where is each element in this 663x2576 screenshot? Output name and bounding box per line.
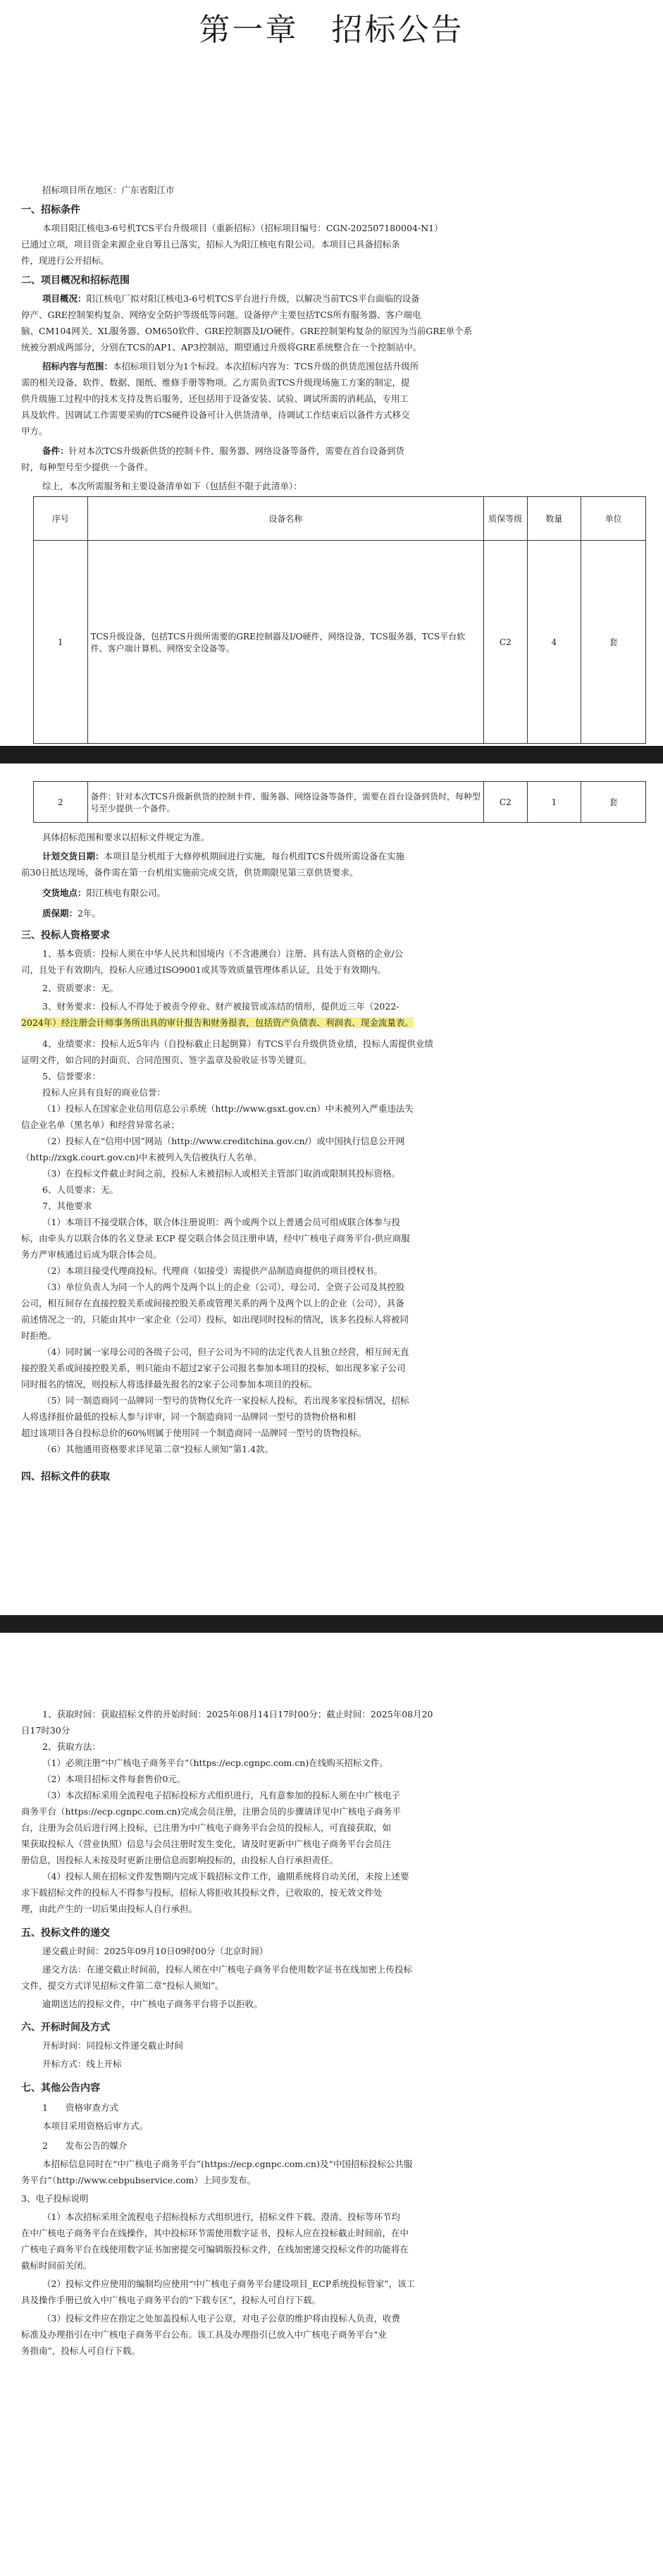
- s4-line-4: （1）必须注册“中广核电子商务平台”（https://ecp.cgnpc.com.cn)在线购买招标文件。: [42, 1758, 388, 1768]
- row2-qty: 1: [527, 782, 581, 823]
- s7-line-9: 广核电子商务平台在线使用数字证书加密提交可编辑版投标文件，在线加密递交投标文件的功能将在: [21, 2244, 409, 2255]
- s4-line-2: 日17时30分: [21, 1725, 70, 1736]
- s2-p2-label: 招标内容与范围：: [42, 361, 113, 372]
- row2-unit: 套: [581, 782, 646, 823]
- s7-line-12: 具及操作手册已放入中广核电子商务平台的“下载专区”，投标人可自行下载。: [21, 2295, 321, 2305]
- s5-line-2: 递交方法：在递交截止时间前，投标人须在中广核电子商务平台使用数字证书在线加密上传投标: [42, 1964, 413, 1975]
- s7-line-10: 截标时间前关闭。: [21, 2260, 92, 2271]
- section-5-heading: 五、投标文件的递交: [21, 1927, 110, 1939]
- th-name: 设备名称: [87, 497, 483, 541]
- s1-line-1: 本项目阳江核电3-6号机TCS平台升级项目（重新招标）（招标项目编号：CGN-202507180004-N1）: [42, 223, 443, 233]
- s5-line-4: 逾期送达的投标文件，中广核电子商务平台将予以拒收。: [42, 1999, 263, 2009]
- s7-line-5: 务平台”（http://www.cebpubservice.com）上同步发布。: [21, 2175, 256, 2185]
- s4-line-6: （3）本次招标采用全流程电子招标投标方式组织进行，凡有意参加的投标人须在中广核电子: [42, 1790, 400, 1801]
- s3-line-9: 投标人应具有良好的商业信誉：: [42, 1087, 166, 1098]
- s1-line-2: 已通过立项，项目资金来源企业自筹且已落实，招标人为阳江核电有限公司。本项目已具备招标条: [21, 239, 400, 250]
- table-header-row: [34, 497, 646, 541]
- section-4-heading: 四、招标文件的获取: [21, 1471, 110, 1483]
- scope-note: 具体招标范围和要求以招标文件规定为准。: [42, 832, 210, 842]
- page-3: [0, 1633, 663, 2576]
- s2-p3-text: 针对本次TCS升级新供货的控制卡件、服务器、网络设备等备件，需要在首台设备到货: [68, 446, 404, 456]
- page-separator: [0, 1615, 663, 1633]
- s6-line-1: 开标时间：同投标文件递交截止时间: [42, 2040, 184, 2051]
- s4-line-12: 求下载招标文件的投标人不得参与投标，招标人将拒收其投标文件，已收取的，按无效文件处: [21, 1887, 383, 1898]
- s2-p3-line-2: 时，每种型号至少提供一个备件。: [21, 462, 154, 472]
- s1-line-3: 件，现进行公开招标。: [21, 255, 110, 266]
- chapter-title: 第一章 招标公告: [199, 12, 464, 48]
- section-2-heading: 二、项目概况和招标范围: [21, 275, 130, 286]
- s3-line-15: 6、人员要求：无。: [42, 1184, 118, 1195]
- loc-text: 阳江核电有限公司。: [86, 888, 166, 898]
- s3-line-2: 司，且处于有效期内，投标人应通过ISO9001或其等效质量管理体系认证，且处于有效期内。: [21, 964, 387, 975]
- s4-line-7: 商务平台（https://ecp.cgnpc.com.cn)完成会员注册，注册会员的步骤请详见中广核电子商务平: [21, 1806, 401, 1817]
- s3-line-29: 人将选择报价最低的投标人参与评审，同一个制造商同一品牌同一型号的货物价格和相: [21, 1411, 357, 1422]
- s3-line-8: 5、信誉要求：: [42, 1071, 101, 1081]
- s7-line-8: 在中广核电子商务平台在线操作，其中投标环节需使用数字证书，投标人应在投标截止时间前，在中: [21, 2228, 409, 2238]
- s4-line-13: 理，由此产生的一切后果由投标人自行承担。: [21, 1903, 198, 1914]
- s3-line-28: （5）同一制造商同一品牌同一型号的货物仅允许一家投标人投标，若出现多家投标情况，招标: [42, 1395, 409, 1406]
- s3-line-10: （1）投标人在国家企业信用信息公示系统（http://www.gsxt.gov.cn）中未被列入严重违法失: [42, 1103, 414, 1114]
- s3-line-26: 接控股关系或间接控股关系，则只能由不超过2家子公司报名参加本项目的投标，如出现多家子公司: [21, 1363, 406, 1373]
- s7-line-6: 3、电子投标说明: [21, 2193, 89, 2204]
- section-6-heading: 六、开标时间及方式: [21, 2022, 110, 2033]
- s2-p2-text: 本招标项目划分为1个标段。本次招标内容为：TCS升级的供货范围包括升级所: [113, 361, 419, 372]
- s2-p1-line-4: 统被分割成两部分，分别在TCS的AP1、AP3控制站，期望通过升级将GRE系统整合在一个控制站中。: [21, 342, 422, 352]
- s3-line-16: 7、其他要求: [42, 1201, 92, 1211]
- s5-line-1: 递交截止时间：2025年09月10日09时00分（北京时间）: [42, 1946, 268, 1956]
- table-row: [34, 782, 646, 823]
- s3-line-30: 超过该项目各自投标总价的60%则属于使用同一个制造商同一品牌同一型号的货物投标。: [21, 1428, 367, 1438]
- s2-p3-line-1: [42, 443, 404, 459]
- s3-line-13: （http://zxgk.court.gov.cn)中未被列入失信被执行人名单。: [21, 1152, 262, 1163]
- s3-line-17: （1）本项目不接受联合体，联合体注册说明：两个或两个以上普通会员可组成联合体参与投: [42, 1217, 400, 1227]
- s7-line-2: 本项目采用资格后审方式。: [42, 2121, 149, 2131]
- row2-name: 备件：针对本次TCS升级新供货的控制卡件、服务器、网络设备等备件，需要在首台设备到货时，每种型号至少提供一个备件。: [87, 782, 483, 823]
- s7-line-11: （2）投标文件应使用的编制均应使用“中广核电子商务平台建设项目_ECP系统投标管家”，该工: [42, 2278, 416, 2289]
- th-no: 序号: [34, 497, 88, 541]
- s4-line-3: 2、获取方法：: [42, 1741, 101, 1752]
- s2-p2-line-5: 甲方。: [21, 426, 48, 436]
- s6-line-2: 开标方式：线上开标: [42, 2059, 122, 2069]
- section-3-heading: 三、投标人资格要求: [21, 930, 110, 941]
- plan-line-1: [42, 848, 404, 864]
- s3-line-22: 公司，相互间存在直接控股关系或间接控股关系或管理关系的两个及两个以上的企业（公司），具备: [21, 1298, 404, 1308]
- s3-line-19: 务方严审核通过后成为联合体会员。: [21, 1249, 163, 1260]
- equipment-table-continued: [33, 781, 646, 823]
- th-grade: 质保等级: [484, 497, 528, 541]
- s3-line-25: （4）同时属一家母公司的各级子公司，但子公司为不同的法定代表人且独立经营，相互间无直: [42, 1347, 409, 1357]
- s2-p2-line-3: 供升级施工过程中的技术支持及售后服务，还包括用于设备安装、试验、调试所需的消耗品，专用工: [21, 393, 409, 404]
- s2-p1-text: 阳江核电厂拟对阳江核电3-6号机TCS平台进行升级，以解决当前TCS平台面临的设备: [86, 293, 420, 304]
- s3-line-7: 证明文件，如合同的封面页、合同范围页、签字盖章及验收证书等关键页。: [21, 1055, 312, 1065]
- page-1: [0, 0, 663, 746]
- row2-no: 2: [34, 782, 88, 823]
- s4-line-10: 册信息，因投标人未按及时更新注册信息而影响投标的，由投标人自行承担责任。: [21, 1855, 339, 1865]
- s3-line-5: [21, 1014, 414, 1031]
- s3-line-11: 信企业名单（黑名单）和经营异常名录；: [21, 1120, 180, 1130]
- s4-line-1: 1、获取时间：获取招标文件的开始时间：2025年08月14日17时00分；截止时间：2025年08月20: [42, 1709, 433, 1719]
- s3-line-5-text: 2024年）经注册会计师事务所出具的审计报告和财务报表，包括资产负债表、利润表、现金流量表。: [21, 1017, 414, 1028]
- table-row: [34, 541, 646, 744]
- row1-name: TCS升级设备，包括TCS升级所需要的GRE控制器及I/O硬件，网络设备，TCS服务器，TCS平台软件、客户端计算机、网络安全设备等。: [87, 541, 483, 744]
- s3-line-1: 1、基本资质：投标人须在中华人民共和国境内（不含港澳台）注册、具有法人资格的企业/公: [42, 948, 404, 959]
- s4-line-8: 台，注册为会员后进行网上投标，已注册为中广核电子商务平台会员的投标人，可直接获取，如: [21, 1822, 392, 1833]
- s7-line-13: （3）投标文件应在指定之处加盖投标人电子公章，对电子公章的维护将由投标人负责，收费: [42, 2313, 400, 2324]
- s2-p3-label: 备件：: [42, 446, 69, 456]
- row1-grade: C2: [484, 541, 528, 744]
- s3-line-4: 3、财务要求：投标人不得处于被责令停业、财产被接管或冻结的情形，提供近三年（2022-: [42, 1001, 399, 1012]
- plan-label: 计划交货日期：: [42, 851, 104, 861]
- th-qty: 数量: [527, 497, 581, 541]
- row1-qty: 4: [527, 541, 581, 744]
- s7-line-15: 务指南”，投标人可自行下载。: [21, 2345, 140, 2356]
- s7-line-7: （1）本次招标采用全流程电子招标投标方式组织进行，招标文件下载、澄清、投标等环节均: [42, 2212, 400, 2222]
- s5-line-3: 文件，提交方式详见招标文件第二章“投标人须知”。: [21, 1980, 224, 1991]
- delivery-location: [42, 885, 166, 901]
- th-unit: 单位: [581, 497, 646, 541]
- s3-line-23: 前述情况之一的，只能由其中一家企业（公司）投标，如出现同时投标的情况，该多名投标人将被同: [21, 1314, 409, 1325]
- s3-line-12: （2）投标人在“信用中国”网站（http://www.creditchina.gov.cn/）或中国执行信息公开网: [42, 1136, 405, 1146]
- s7-line-14: 标准及办理指引在中广核电子商务平台公布。该工具及办理指引已放入中广核电子商务平台“业: [21, 2329, 387, 2340]
- s4-line-9: 果获取投标人（营业执照）信息与会员注册时发生变化，请及时更新中广核电子商务平台会员注: [21, 1839, 392, 1849]
- s7-line-3: 2 发布公告的媒介: [42, 2140, 128, 2151]
- warranty-label: 质保期：: [42, 908, 78, 919]
- s2-p1-line-1: [42, 290, 420, 307]
- s4-line-11: （4）投标人须在招标文件发售期内完成下载招标文件工作，逾期系统将自动关闭，未按上述要: [42, 1871, 409, 1882]
- s3-line-20: （2）本项目接受代理商投标。代理商（如接受）需提供产品制造商提供的项目授权书。: [42, 1265, 383, 1276]
- s3-line-24: 时拒绝。: [21, 1330, 57, 1341]
- s2-p2-line-1: [42, 358, 419, 374]
- loc-label: 交货地点：: [42, 888, 87, 898]
- s2-p1-label: 项目概况：: [42, 293, 87, 304]
- section-1-heading: 一、招标条件: [21, 204, 80, 216]
- s2-p2-line-4: 具及软件。因调试工作需要采购的TCS硬件设备可计入供货清单，待调试工作结束后以备件方式移交: [21, 410, 410, 420]
- row2-grade: C2: [484, 782, 528, 823]
- s3-line-6: 4、业绩要求：投标人近5年内（自投标截止日起倒算）有TCS平台升级供货业绩，投标人需提供业绩: [42, 1038, 433, 1049]
- s7-line-1: 1 资格审查方式: [42, 2102, 118, 2113]
- s4-line-5: （2）本项目招标文件每套售价0元。: [42, 1774, 186, 1784]
- s2-p1-line-3: 脑、CM104网关、XL服务器、OM650软件、GRE控制器及I/O硬件。GRE控制架构复杂的原因为当前GRE单个系: [21, 326, 473, 336]
- section-7-heading: 七、其他公告内容: [21, 2083, 100, 2094]
- s3-line-27: 同时报名的情况，则投标人将选择最先报名的2家子公司参加本项目的投标。: [21, 1379, 318, 1390]
- page-separator: [0, 746, 663, 763]
- equipment-table: [33, 496, 646, 744]
- s3-line-18: 标，由牵头方以联合体的名义登录 ECP 提交联合体会员注册申请，经中广核电子商务平台-供应商服: [21, 1233, 410, 1244]
- s3-line-14: （3）在投标文件截止时间之前，投标人未被招标人或相关主管部门取消或限制其投标资格。: [42, 1168, 400, 1179]
- s3-line-21: （3）单位负责人为同一个人的两个及两个以上的企业（公司），母公司、全资子公司及其控股: [42, 1282, 405, 1292]
- s2-p4: 综上，本次所需服务和主要设备清单如下（包括但不限于此清单）：: [42, 481, 302, 491]
- s3-line-3: 2、资质要求：无。: [42, 983, 118, 993]
- s2-p1-line-2: 停产、GRE控制架构复杂、网络安全防护等级低等问题。设备停产主要包括TCS所有服务器、客户端电: [21, 309, 421, 320]
- project-region: 招标项目所在地区：广东省阳江市: [42, 185, 175, 195]
- s2-p2-line-2: 需的相关设备、软件、数据、图纸、维修手册等物项。乙方需负责TCS升级现场施工方案的制定，提: [21, 377, 410, 388]
- s7-line-4: 本招标信息同时在“中广核电子商务平台”(https://ecp.cgnpc.com.cn)及“中国招标投标公共服: [42, 2159, 413, 2169]
- plan-line-2: 前30日抵达现场，备件需在第一台机组实施前完成交货，供货期限见第三章供货要求。: [21, 867, 359, 878]
- row1-no: 1: [34, 541, 88, 744]
- s3-line-31: （6）其他通用资格要求详见第二章“投标人须知”第1.4款。: [42, 1444, 274, 1454]
- plan-text: 本项目是分机组于大修停机期间进行实施，每台机组TCS升级所需设备在实施: [104, 851, 404, 861]
- warranty-text: 2年。: [78, 908, 101, 919]
- page-2: [0, 763, 663, 1615]
- row1-unit: 套: [581, 541, 646, 744]
- warranty: [42, 905, 101, 921]
